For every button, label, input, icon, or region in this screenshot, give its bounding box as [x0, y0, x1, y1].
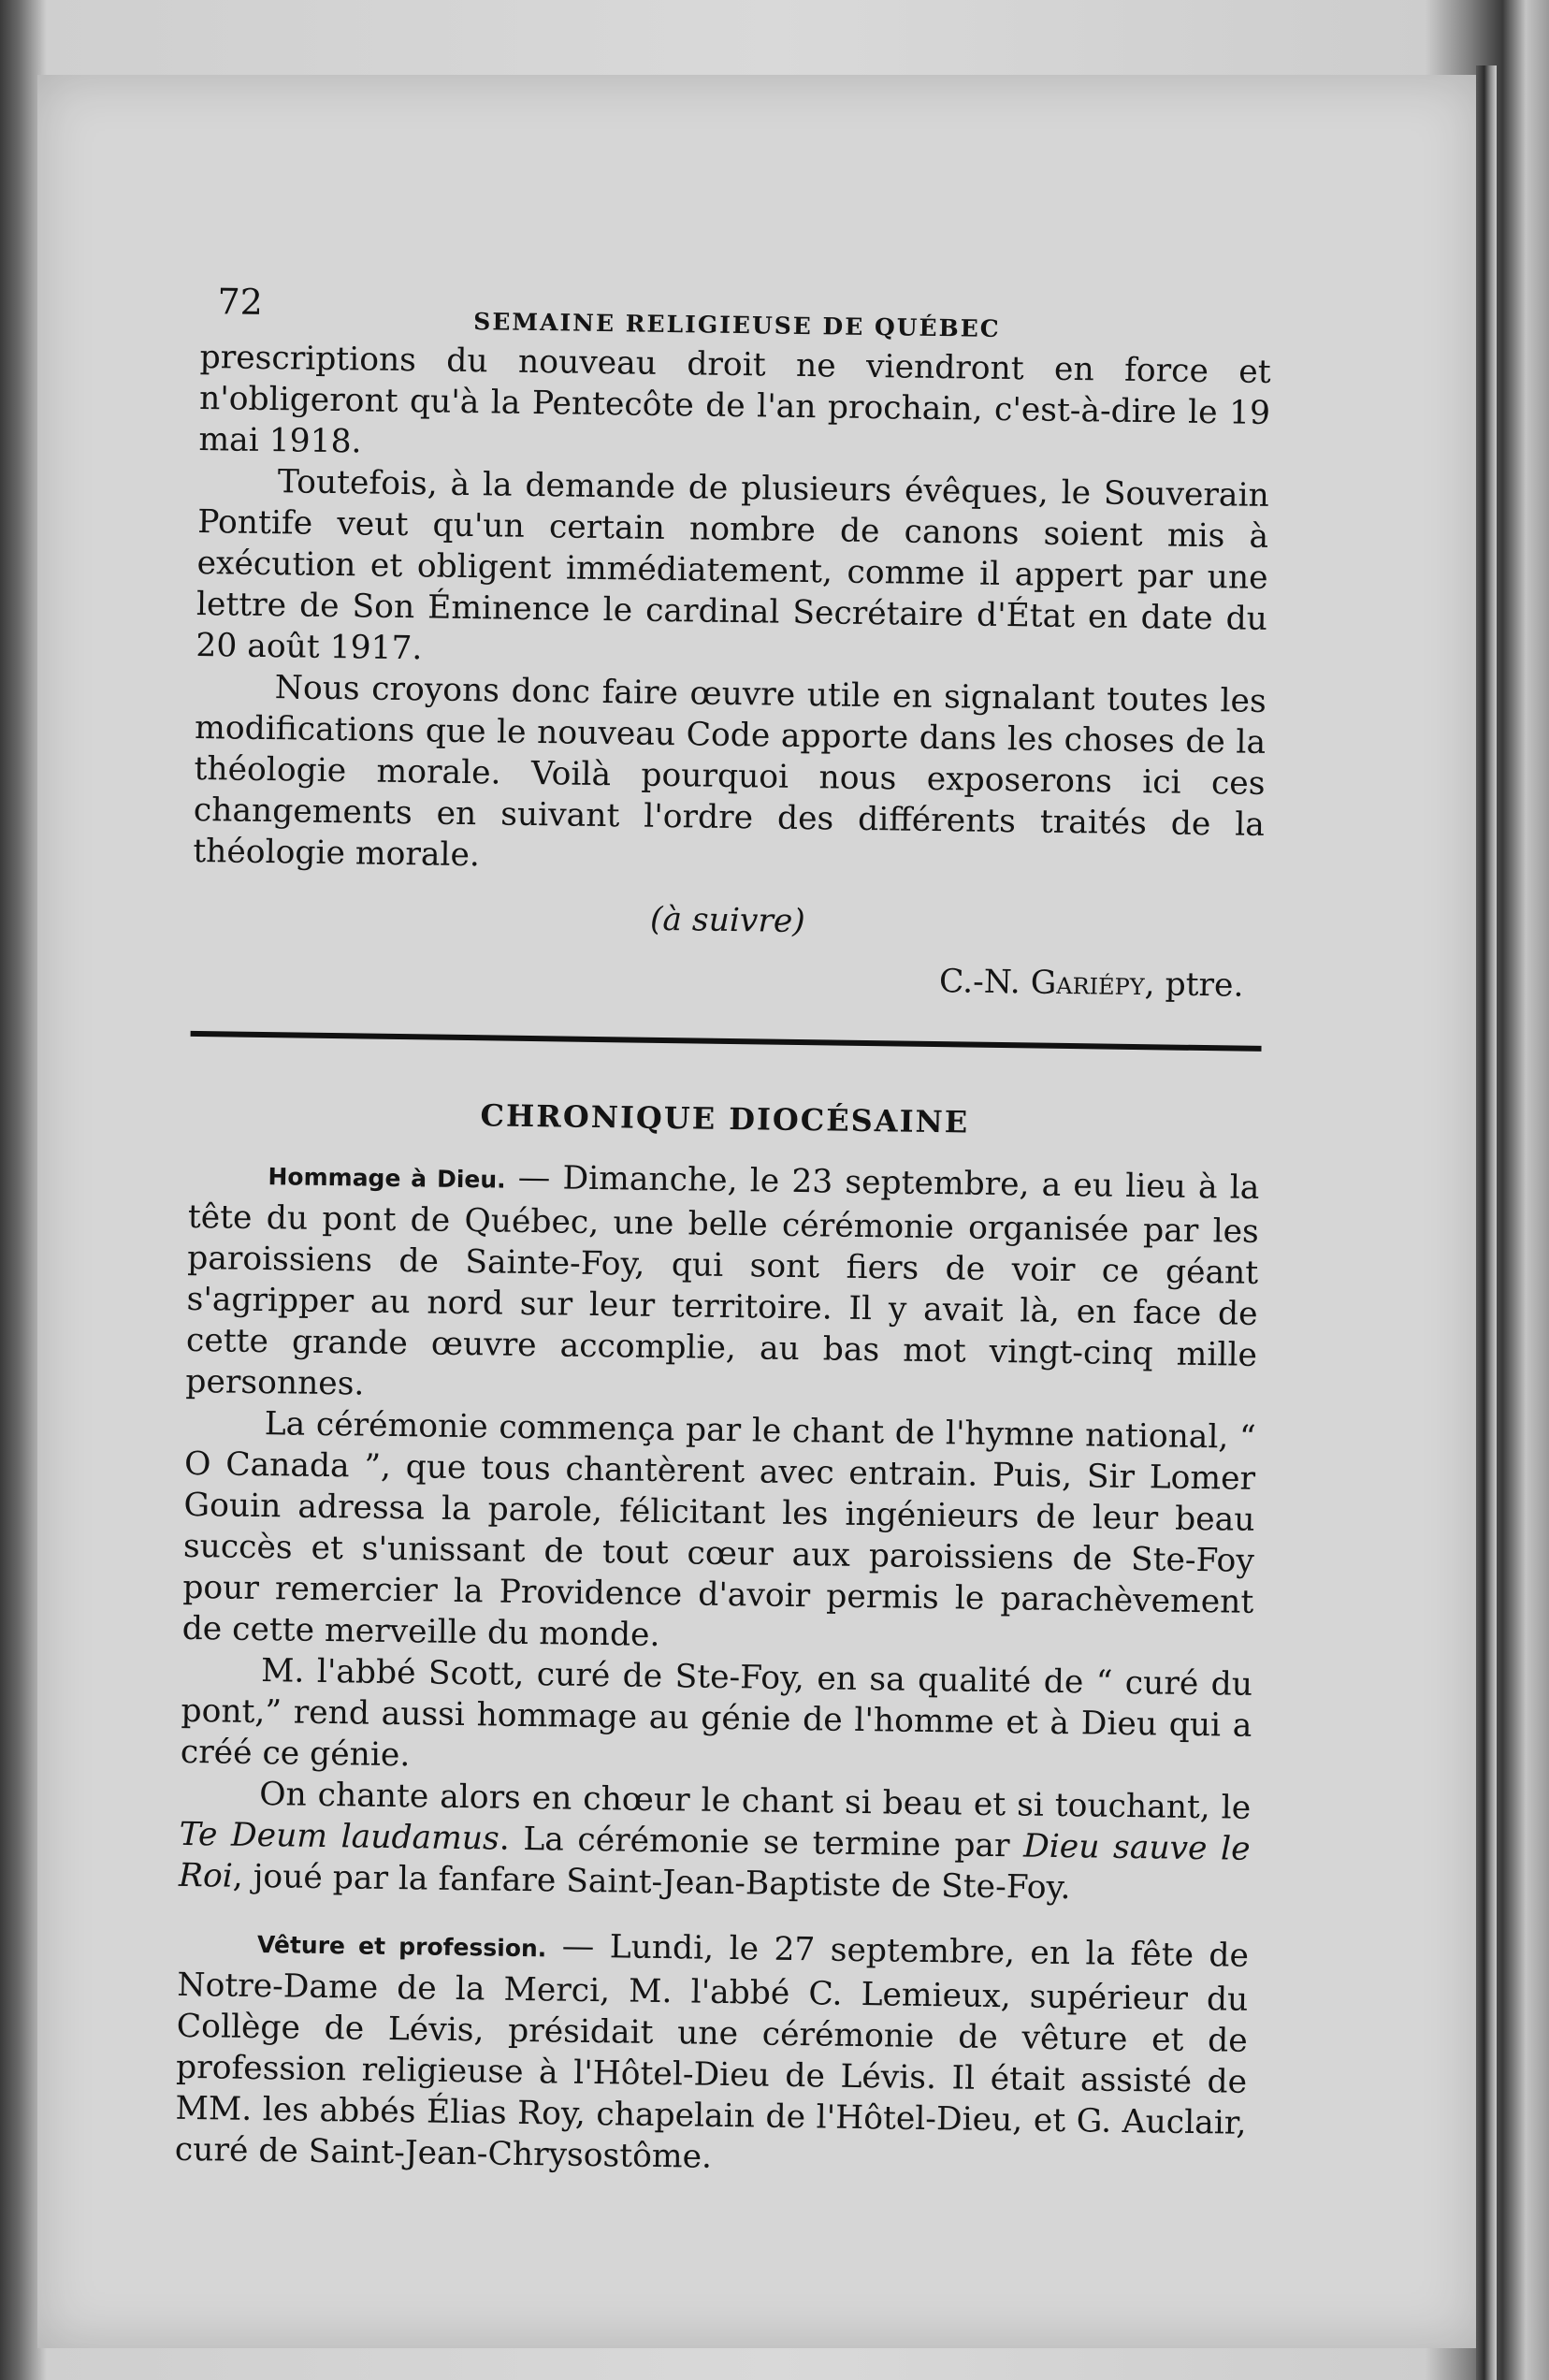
article-paragraph-1: prescriptions du nouveau droit ne viendront en force et n'obligeront qu'à la Pentecôte de l'an prochain, c'est-à-dire le 19 mai 1918. [198, 338, 1271, 461]
journal-title: SEMAINE RELIGIEUSE DE QUÉBEC [473, 308, 1001, 342]
veture-text: — Lundi, le 27 septembre, en la fête de Notre-Dame de la Merci, M. l'abbé C. Lemieux, supérieur du Collège de Lévis, présidait une cérémonie de vêture et de profession religieuse à l'Hôtel-Dieu de Lévis. Il était assisté de MM. les abbés Élias Roy, chapelain de l'Hôtel-Dieu, et G. Auclair, curé de Saint-Jean-Chrysostôme. [174, 1927, 1250, 2176]
page-number: 72 [217, 281, 264, 323]
hommage-paragraph-4 [179, 1773, 1252, 1911]
hommage-paragraph-1 [185, 1153, 1260, 1417]
hommage-text-4c: , joué par la fanfare Saint-Jean-Baptiste de Ste-Foy. [232, 1857, 1071, 1908]
page-content [175, 271, 1272, 2185]
signature-prefix: C.-N. [938, 963, 1032, 1002]
hommage-text-4b: . La cérémonie se termine par [499, 1820, 1024, 1865]
veture-heading: Vêture et profession. [256, 1931, 547, 1963]
adjacent-page-edge [1476, 65, 1497, 2380]
section-title: CHRONIQUE DIOCÉSAINE [480, 1097, 970, 1140]
signature-name: Gariépy [1030, 964, 1145, 1004]
hommage-heading: Hommage à Dieu. [268, 1163, 506, 1194]
article-paragraph-2: Toutefois, à la demande de plusieurs évêques, le Souverain Pontife veut qu'un certain nombre de canons soient mis à exécution et obligent immédiatement, comme il appert par une lettre de Son Éminence le cardinal Secrétaire d'État en date du 20 août 1917. [195, 463, 1270, 668]
signature-suffix: , ptre. [1144, 965, 1244, 1005]
veture-paragraph [175, 1921, 1250, 2185]
hommage-text-1: — Dimanche, le 23 septembre, a eu lieu à la tête du pont de Québec, une belle cérémonie organisée par les paroissiens de Sainte-Foy, qui sont fiers de voir ce géant s'agripper au nord sur leur territoire. Il y avait là, en face de cette grande œuvre accomplie, au bas mot vingt-cinq mille personnes. [185, 1158, 1260, 1403]
author-signature [191, 951, 1263, 1007]
hommage-paragraph-2: La cérémonie commença par le chant de l'hymne national, “ O Canada ”, que tous chantèrent avec entrain. Puis, Sir Lomer Gouin adressa la parole, félicitant les ingénieurs de leur beau succès et s'unissant de tout cœur aux paroissiens de Ste-Foy pour remercier la Providence d'avoir permis le parachèvement de cette merveille du monde. [181, 1405, 1256, 1654]
hommage-text-4a: On chante alors en chœur le chant si beau et si touchant, le [258, 1776, 1252, 1827]
hommage-paragraph-3: M. l'abbé Scott, curé de Ste-Foy, en sa qualité de “ curé du pont,” rend aussi hommage au génie de l'homme et à Dieu qui a créé ce génie. [180, 1652, 1253, 1775]
article-paragraph-3: Nous croyons donc faire œuvre utile en signalant toutes les modifications que le nouveau Code apporte dans les choses de la théologie morale. Voilà pourquoi nous exposerons ici ces changements en suivant l'ordre des différents traités de la théologie morale. [193, 669, 1267, 875]
section-divider [191, 1031, 1262, 1052]
te-deum-title: Te Deum laudamus [179, 1815, 500, 1858]
continued-note: (à suivre) [649, 900, 806, 941]
dieu-sauve-le-roi-title: Dieu sauve le Roi [178, 1827, 1251, 1895]
